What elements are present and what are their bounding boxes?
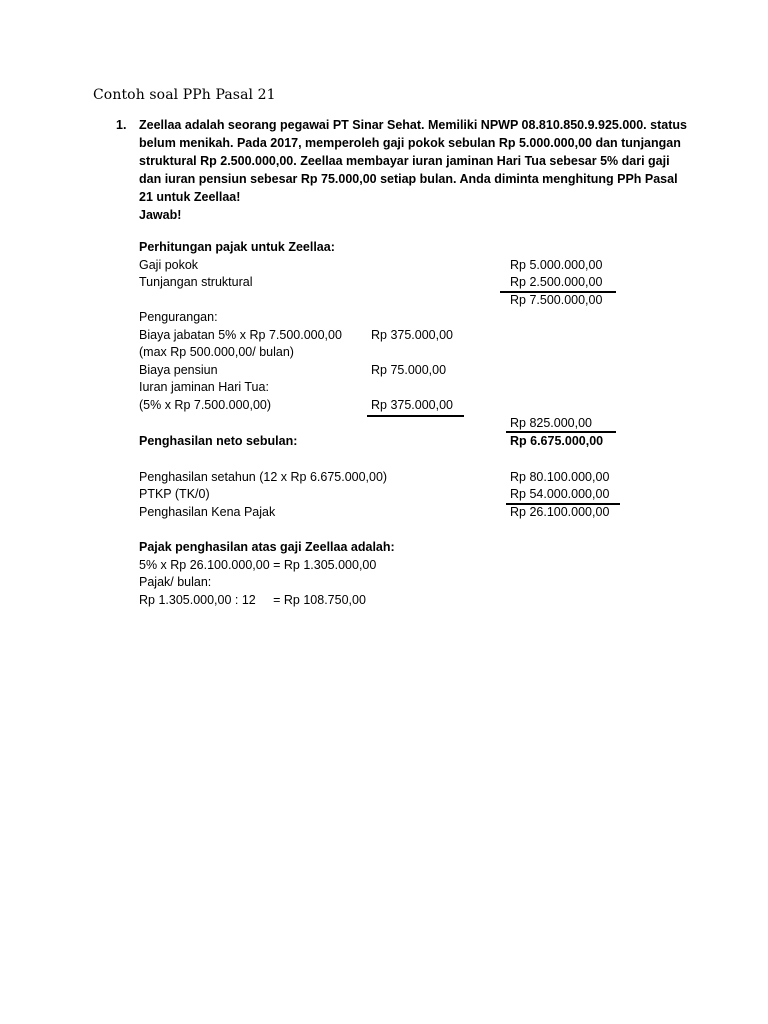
tunjangan-label: Tunjangan struktural [139,275,253,289]
iuran-detail-label: (5% x Rp 7.500.000,00) [139,398,272,412]
question-paragraph [139,116,687,224]
pengurangan-label: Pengurangan: [139,310,218,324]
pajak-bulan-label: Pajak/ bulan: [139,575,212,589]
setahun-value: Rp 80.100.000,00 [510,470,610,484]
document-title: Contoh soal PPh Pasal 21 [93,87,276,103]
ptkp-label: PTKP (TK/0) [139,487,210,501]
bruto-value: Rp 7.500.000,00 [510,293,603,307]
biaya-pensiun-value: Rp 75.000,00 [371,363,447,377]
max-note: (max Rp 500.000,00/ bulan) [139,345,294,359]
biaya-pensiun-label: Biaya pensiun [139,363,218,377]
neto-value: Rp 6.675.000,00 [510,434,604,448]
gaji-pokok-value: Rp 5.000.000,00 [510,258,603,272]
question-line: dan iuran pensiun sebesar Rp 75.000,00 setiap bulan. Anda diminta menghitung PPh Pasal [139,172,678,186]
gaji-pokok-label: Gaji pokok [139,258,199,272]
calc-heading: Perhitungan pajak untuk Zeellaa: [139,240,335,254]
question-line: 21 untuk Zeellaa! [139,190,241,204]
biaya-jabatan-label: Biaya jabatan 5% x Rp 7.500.000,00 [139,328,342,342]
pajak-heading: Pajak penghasilan atas gaji Zeellaa adalah: [139,540,395,554]
pkp-label: Penghasilan Kena Pajak [139,505,276,519]
pajak-bulan-formula: Rp 1.305.000,00 : 12 = Rp 108.750,00 [139,593,366,607]
iuran-label: Iuran jaminan Hari Tua: [139,380,269,394]
question-line: struktural Rp 2.500.000,00. Zeellaa membayar iuran jaminan Hari Tua sebesar 5% dari gaji [139,154,670,168]
neto-label: Penghasilan neto sebulan: [139,434,298,448]
deduction-rule [367,415,464,417]
question-line: belum menikah. Pada 2017, memperoleh gaji pokok sebulan Rp 5.000.000,00 dan tunjangan [139,136,681,150]
question-line: Zeellaa adalah seorang pegawai PT Sinar Sehat. Memiliki NPWP 08.810.850.9.925.000. status [139,118,687,132]
setahun-label: Penghasilan setahun (12 x Rp 6.675.000,00) [139,470,388,484]
pkp-value: Rp 26.100.000,00 [510,505,610,519]
ptkp-value: Rp 54.000.000,00 [510,487,610,501]
total-pengurangan-value: Rp 825.000,00 [510,416,593,430]
answer-label: Jawab! [139,208,182,222]
biaya-jabatan-value: Rp 375.000,00 [371,328,454,342]
iuran-value: Rp 375.000,00 [371,398,454,412]
tunjangan-value: Rp 2.500.000,00 [510,275,603,289]
question-number: 1. [116,118,127,132]
pajak-formula: 5% x Rp 26.100.000,00 = Rp 1.305.000,00 [139,558,377,572]
